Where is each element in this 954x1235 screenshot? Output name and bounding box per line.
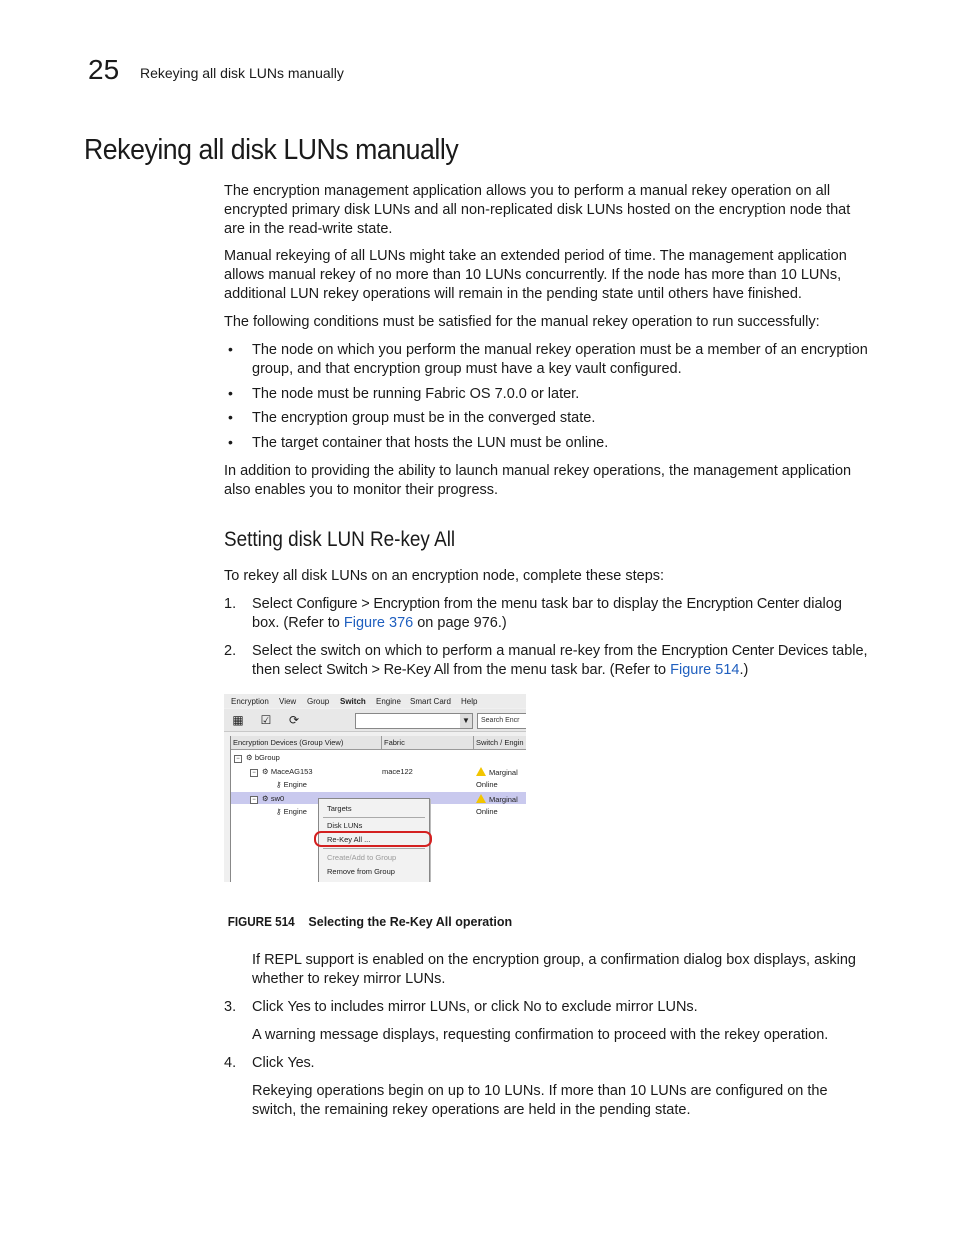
step-number: 1. [224, 596, 237, 612]
warning-icon [476, 794, 486, 803]
step-text: Select [252, 596, 297, 612]
bullet-item: The node on which you perform the manual rekey operation must be a member of an encryption group, and that encryption group must have a key vault configured. [252, 342, 868, 377]
chevron-down-icon[interactable]: ▼ [460, 714, 472, 728]
step-text: dialog box. (Refer to [252, 596, 842, 631]
tree-row-group[interactable] [234, 753, 280, 763]
status-cell [476, 794, 518, 805]
menu-help[interactable]: Help [461, 697, 478, 706]
tree-label: MaceAG153 [270, 767, 313, 776]
ui-term: Encryption Center Devices [661, 643, 829, 659]
tree-label: bGroup [254, 753, 280, 762]
step-text: from the menu task bar to display the [439, 596, 687, 612]
ui-term: Encryption Center [686, 596, 800, 612]
step-text: Click [252, 999, 288, 1015]
status-cell [476, 767, 518, 778]
step-number: 3. [224, 999, 237, 1015]
figure-caption [224, 914, 512, 929]
menu-item-remove-from-group[interactable]: Remove from Group [327, 867, 395, 876]
toolbar [224, 709, 526, 732]
refresh-icon[interactable]: ⟳ [288, 713, 300, 727]
bullet-dot: • [228, 385, 233, 401]
menu-item-targets[interactable]: Targets [327, 804, 352, 813]
step-1-text [252, 595, 872, 633]
fabric-cell: mace122 [382, 767, 413, 776]
step-text: .) [739, 662, 749, 678]
tree-label: sw0 [270, 794, 285, 803]
tree-row-engine[interactable] [276, 807, 307, 817]
figure-label: FIGURE 514 [227, 914, 295, 929]
chapter-number: 25 [88, 54, 120, 85]
paragraph-closing: In addition to providing the ability to launch manual rekey operations, the management application also enables you to monitor their progress. [224, 463, 852, 498]
column-header[interactable]: Switch / Engin [474, 736, 526, 750]
subsection-intro: To rekey all disk LUNs on an encryption node, complete these steps: [224, 568, 665, 584]
step-3-text [252, 998, 872, 1017]
step-text: to includes mirror LUNs, or click [310, 999, 524, 1015]
chapter-title: Rekeying all disk LUNs manually [140, 65, 344, 81]
group-icon: ⚙ [246, 753, 253, 762]
menu-bar [224, 694, 526, 708]
tree-label: Engine [283, 807, 307, 816]
menu-encryption[interactable]: Encryption [231, 697, 269, 706]
figure-link[interactable]: Figure 514 [670, 662, 740, 678]
menu-view[interactable]: View [279, 697, 297, 706]
subsection-title: Setting disk LUN Re-key All [224, 528, 456, 551]
after-figure-text: If REPL support is enabled on the encryption group, a confirmation dialog box displays, asking whether to rekey mirror LUNs. [252, 952, 856, 987]
status-text: Marginal [489, 768, 518, 777]
step-text: Select the switch on which to perform a manual re-key from the [252, 643, 662, 659]
key-icon: ⚷ [276, 780, 282, 789]
switch-icon: ⚙ [262, 794, 269, 803]
paragraph-1: The encryption management application allows you to perform a manual rekey operation on all encrypted primary disk LUNs and all non-replicated disk LUNs hosted on the encryption node that are in the read-write state. [224, 183, 851, 237]
rekey-all-highlight [314, 831, 432, 847]
switch-icon: ⚙ [262, 767, 269, 776]
step-text: on page 976.) [413, 615, 507, 631]
bullet-item: The target container that hosts the LUN must be online. [252, 435, 609, 451]
status-text: Marginal [489, 795, 518, 804]
tree-row-engine[interactable] [276, 780, 307, 790]
tree-row-switch-selected[interactable] [250, 794, 284, 804]
ui-term: Switch > Re-Key All [326, 662, 450, 678]
figure-caption-text: Selecting the Re-Key All operation [308, 915, 513, 929]
menu-item-create-add-group: Create/Add to Group [327, 853, 397, 862]
key-icon: ⚷ [276, 807, 282, 816]
collapse-icon[interactable]: − [250, 769, 258, 777]
bullet-item: The encryption group must be in the converged state. [252, 410, 596, 426]
bullet-dot: • [228, 434, 233, 450]
step-2-text [252, 642, 872, 680]
menu-smart-card[interactable]: Smart Card [410, 697, 451, 706]
step-text: from the menu task bar. (Refer to [449, 662, 671, 678]
paragraph-2: Manual rekeying of all LUNs might take an extended period of time. The management application allows manual rekey of no more than 10 LUNs concurrently. If the node has more than 10 LUNs, additional LUN rekey operations will remain in the pending state until others have finished. [224, 248, 847, 302]
collapse-icon[interactable]: − [234, 755, 242, 763]
figure-screenshot [224, 694, 526, 882]
step-number: 4. [224, 1055, 237, 1071]
ui-term: Yes [287, 1055, 311, 1071]
step-text: . [310, 1055, 315, 1071]
tree-label: Engine [283, 780, 307, 789]
section-title: Rekeying all disk LUNs manually [84, 134, 459, 166]
tree-row-switch[interactable] [250, 767, 313, 777]
search-input[interactable]: Search Encr [477, 713, 526, 729]
step-3-note: A warning message displays, requesting confirmation to proceed with the rekey operation. [252, 1027, 829, 1043]
step-text: table, then select [252, 643, 868, 678]
menu-engine[interactable]: Engine [376, 697, 401, 706]
devices-icon[interactable]: ▦ [232, 713, 244, 727]
ui-term: No [523, 999, 542, 1015]
step-text: to exclude mirror LUNs. [541, 999, 698, 1015]
menu-group[interactable]: Group [307, 697, 330, 706]
filter-combo[interactable] [355, 713, 473, 729]
step-4-text [252, 1054, 872, 1073]
menu-item-disk-luns[interactable]: Disk LUNs [327, 821, 363, 830]
properties-icon[interactable]: ☑ [260, 713, 272, 727]
status-cell: Online [476, 780, 498, 789]
figure-link[interactable]: Figure 376 [343, 615, 414, 631]
column-header[interactable]: Encryption Devices (Group View) [231, 736, 382, 750]
ui-term: Configure > Encryption [296, 596, 440, 612]
column-header[interactable]: Fabric [382, 736, 474, 750]
collapse-icon[interactable]: − [250, 796, 258, 804]
ui-term: Yes [287, 999, 311, 1015]
menu-item-rekey-all[interactable]: Re-Key All ... [327, 835, 371, 844]
paragraph-3: The following conditions must be satisfied for the manual rekey operation to run successfully: [224, 314, 820, 330]
step-number: 2. [224, 643, 237, 659]
bullet-dot: • [228, 409, 233, 425]
menu-separator [323, 817, 425, 818]
bullet-item: The node must be running Fabric OS 7.0.0 or later. [252, 386, 580, 402]
bullet-dot: • [228, 341, 233, 357]
step-text: Click [252, 1055, 288, 1071]
step-4-note: Rekeying operations begin on up to 10 LUNs. If more than 10 LUNs are configured on the switch, the remaining rekey operations are held in the pending state. [252, 1083, 828, 1118]
menu-switch[interactable]: Switch [340, 697, 366, 706]
warning-icon [476, 767, 486, 776]
menu-separator [323, 848, 425, 849]
status-cell: Online [476, 807, 498, 816]
